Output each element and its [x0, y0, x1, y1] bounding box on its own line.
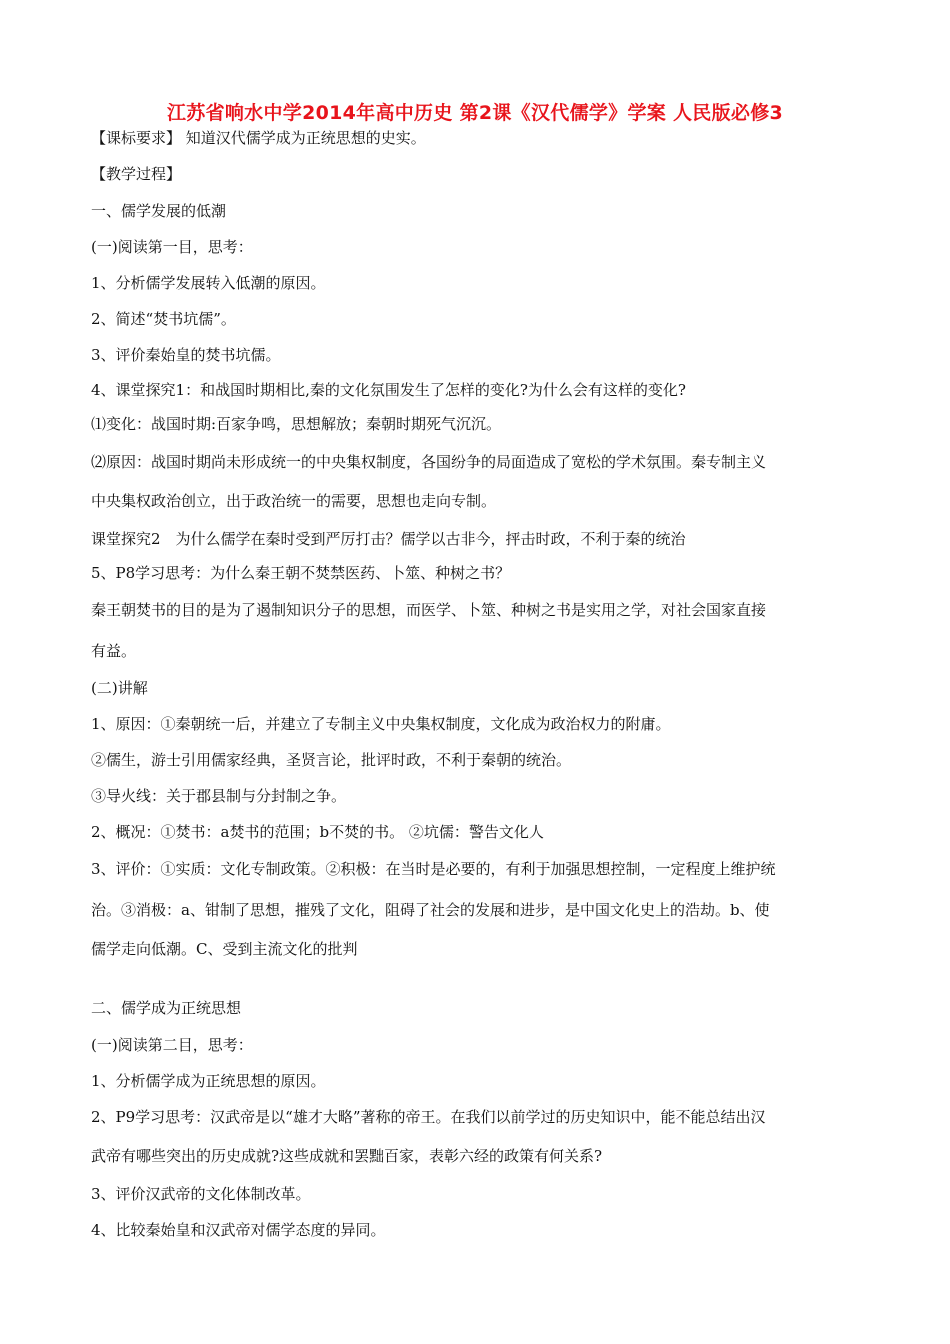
text-line: ②儒生，游士引用儒家经典，圣贤言论，批评时政，不利于秦朝的统治。 — [91, 751, 572, 769]
text-line: 2、P9学习思考：汉武帝是以“雄才大略”著称的帝王。在我们以前学过的历史知识中，能不能总结出汉 — [91, 1108, 766, 1126]
text-line: 2、概况：①焚书：a焚书的范围；b不焚的书。 ②坑儒：警告文化人 — [91, 823, 544, 841]
subsection-heading-2-1: (一)阅读第二目，思考： — [91, 1036, 253, 1054]
subsection-heading-1-1: (一)阅读第一目，思考： — [91, 238, 253, 256]
text-line: 3、评价汉武帝的文化体制改革。 — [91, 1185, 311, 1203]
section-heading-2: 二、儒学成为正统思想 — [91, 999, 242, 1017]
text-line: 2、简述“焚书坑儒”。 — [91, 310, 236, 328]
text-line: 武帝有哪些突出的历史成就?这些成就和罢黜百家，表彰六经的政策有何关系? — [91, 1147, 603, 1165]
text-line-curriculum-requirement: 【课标要求】 知道汉代儒学成为正统思想的史实。 — [91, 129, 426, 147]
text-line: 1、分析儒学发展转入低潮的原因。 — [91, 274, 326, 292]
text-line: 1、原因：①秦朝统一后，并建立了专制主义中央集权制度，文化成为政治权力的附庸。 — [91, 715, 671, 733]
text-line: 4、比较秦始皇和汉武帝对儒学态度的异同。 — [91, 1221, 386, 1239]
subsection-heading-1-2: (二)讲解 — [91, 679, 148, 697]
text-line: 1、分析儒学成为正统思想的原因。 — [91, 1072, 326, 1090]
text-line: 课堂探究2 为什么儒学在秦时受到严厉打击？儒学以古非今，抨击时政，不利于秦的统治 — [91, 530, 686, 548]
text-line: 中央集权政治创立，出于政治统一的需要，思想也走向专制。 — [91, 492, 497, 510]
text-line: 治。③消极：a、钳制了思想，摧残了文化，阻碍了社会的发展和进步，是中国文化史上的浩劫。b、使 — [91, 901, 770, 919]
section-heading-1: 一、儒学发展的低潮 — [91, 202, 227, 220]
document-title: 江苏省响水中学2014年高中历史 第2课《汉代儒学》学案 人民版必修3 — [166, 102, 784, 124]
text-line: 3、评价秦始皇的焚书坑儒。 — [91, 346, 281, 364]
text-line: 有益。 — [91, 642, 137, 660]
text-line: ③导火线：关于郡县制与分封制之争。 — [91, 787, 347, 805]
text-line: 4、课堂探究1：和战国时期相比,秦的文化氛围发生了怎样的变化?为什么会有这样的变化? — [91, 381, 686, 399]
text-line: 儒学走向低潮。C、受到主流文化的批判 — [91, 940, 358, 958]
text-line: ⑵原因：战国时期尚未形成统一的中央集权制度，各国纷争的局面造成了宽松的学术氛围。秦专制主义 — [91, 453, 767, 471]
text-line: 3、评价：①实质：文化专制政策。②积极：在当时是必要的，有利于加强思想控制，一定程度上维护统 — [91, 860, 776, 878]
text-line: ⑴变化：战国时期:百家争鸣，思想解放；秦朝时期死气沉沉。 — [91, 415, 502, 433]
text-line: 5、P8学习思考：为什么秦王朝不焚禁医药、卜筮、种树之书？ — [91, 564, 511, 582]
text-line: 秦王朝焚书的目的是为了遏制知识分子的思想，而医学、卜筮、种树之书是实用之学，对社会国家直接 — [91, 601, 767, 619]
text-line-teaching-process: 【教学过程】 — [91, 165, 182, 183]
